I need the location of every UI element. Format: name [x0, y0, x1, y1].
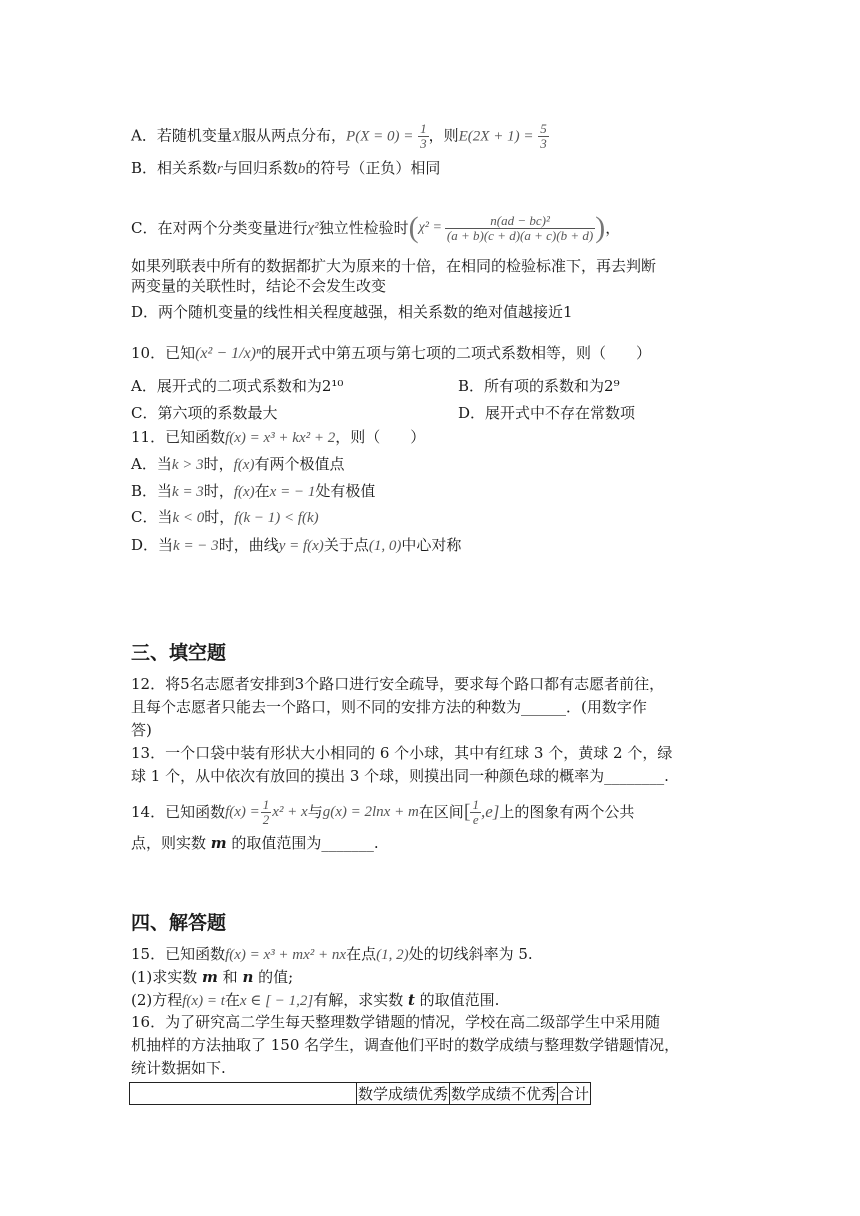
- q13-line1: 13．一个口袋中装有形状大小相同的 6 个小球，其中有红球 3 个，黄球 2 个，绿: [131, 744, 673, 762]
- table-header-cell: [130, 1083, 357, 1105]
- q12-line1: 12．将5名志愿者安排到3个路口进行安全疏导，要求每个路口都有志愿者前往，: [131, 675, 665, 693]
- q10-option-b: B．所有项的系数和为2⁹: [458, 377, 620, 395]
- fraction: $\frac{1}{3}$: [420, 121, 427, 151]
- q12-line2: 且每个志愿者只能去一个路口，则不同的安排方法的种数为______．(用数字作: [131, 698, 647, 716]
- math-expectation: E(2X + 1) =: [458, 128, 534, 145]
- q11-option-d: D．当k = − 3时，曲线y = f(x)关于点(1, 0)中心对称: [131, 536, 462, 554]
- q16-line2: 机抽样的方法抽取了 150 名学生，调查他们平时的数学成绩与整理数学错题情况，: [131, 1036, 680, 1054]
- math-function: f(x) = x³ + kx² + 2: [225, 430, 336, 446]
- math-chi: χ²: [307, 220, 319, 236]
- q9-option-c-line2: 如果列联表中所有的数据都扩大为原来的十倍，在相同的检验标准下，再去判断: [131, 257, 657, 275]
- table-header-cell: 合计: [558, 1083, 591, 1105]
- math-var-b: b: [297, 161, 306, 177]
- math-var-x: X: [231, 128, 242, 145]
- statistics-table: [129, 1082, 591, 1105]
- section-title-fill-in: 三、填空题: [131, 642, 227, 664]
- q14-line2: 点，则实数 m 的取值范围为_______.: [131, 834, 379, 852]
- chi-square-formula: ( χ² = $\frac{\text{n(ad − bc)²}}{(a + b)(c + d)(a + c)(b + d)}$ ): [408, 211, 606, 244]
- q12-line3: 答): [131, 721, 152, 739]
- q11-option-a: A．当k > 3时，f(x)有两个极值点: [131, 455, 345, 473]
- section-title-answer: 四、解答题: [131, 912, 227, 934]
- table-header-cell: 数学成绩不优秀: [450, 1083, 558, 1105]
- q16-line1: 16．为了研究高二学生每天整理数学错题的情况，学校在高二级部学生中采用随: [131, 1013, 661, 1031]
- math-prob: P(X = 0) =: [346, 128, 414, 145]
- q11-option-c: C．当k < 0时，f(k − 1) < f(k): [131, 508, 319, 526]
- q11-stem: 11．已知函数f(x) = x³ + kx² + 2，则（ ）: [131, 428, 426, 446]
- q14-line1: 14．已知函数 f(x) = $\frac{1}{2}$ x² + x 与 g(x) = 2lnx + m 在区间 [ $\frac{1}{e}$ ,e] 上的图象有两个公共: [131, 796, 635, 827]
- fraction: $\frac{5}{3}$: [540, 121, 547, 151]
- q10-option-c: C．第六项的系数最大: [131, 404, 278, 422]
- math-binomial: (x² − 1/x)ⁿ: [195, 345, 262, 362]
- q11-option-b: B．当k = 3时，f(x)在x = − 1处有极值: [131, 482, 376, 500]
- q16-line3: 统计数据如下.: [131, 1059, 226, 1077]
- q9-option-b: B．相关系数r与回归系数b的符号（正负）相同: [131, 159, 441, 177]
- q10-stem: 10．已知(x² − 1/x)ⁿ的展开式中第五项与第七项的二项式系数相等，则（ ）: [131, 344, 652, 362]
- q9-option-c-line3: 两变量的关联性时，结论不会发生改变: [131, 277, 387, 295]
- q15-stem: 15．已知函数f(x) = x³ + mx² + nx在点(1, 2)处的切线斜率为 5.: [131, 945, 533, 963]
- q9-option-d: D．两个随机变量的线性相关程度越强，相关系数的绝对值越接近1: [131, 303, 573, 321]
- table-header-cell: 数学成绩优秀: [357, 1083, 450, 1105]
- math-var-r: r: [217, 161, 223, 177]
- q15-part1: (1)求实数 m 和 n 的值;: [131, 968, 294, 986]
- q13-line2: 球 1 个，从中依次有放回的摸出 3 个球，则摸出同一种颜色球的概率为________.: [131, 767, 669, 785]
- table-header-row: [130, 1083, 591, 1105]
- q10-option-a: A．展开式的二项式系数和为2¹⁰: [131, 377, 344, 395]
- q9-option-c: C．在对两个分类变量进行 χ² 独立性检验时 ( χ² = $\frac{\text{n(ad − bc)²}}{(a + b)(c + d)(a + c)(b + d)}$ ) ，: [131, 211, 621, 244]
- q9-option-a: A．若随机变量X服从两点分布，P(X = 0) = $\frac{1}{3}$ ，则E(2X + 1) = $\frac{5}{3}$: [131, 121, 547, 151]
- q15-part2: (2)方程f(x) = t在x ∈ [ − 1,2]有解，求实数 t 的取值范围.: [131, 991, 500, 1009]
- q10-option-d: D．展开式中不存在常数项: [458, 404, 636, 422]
